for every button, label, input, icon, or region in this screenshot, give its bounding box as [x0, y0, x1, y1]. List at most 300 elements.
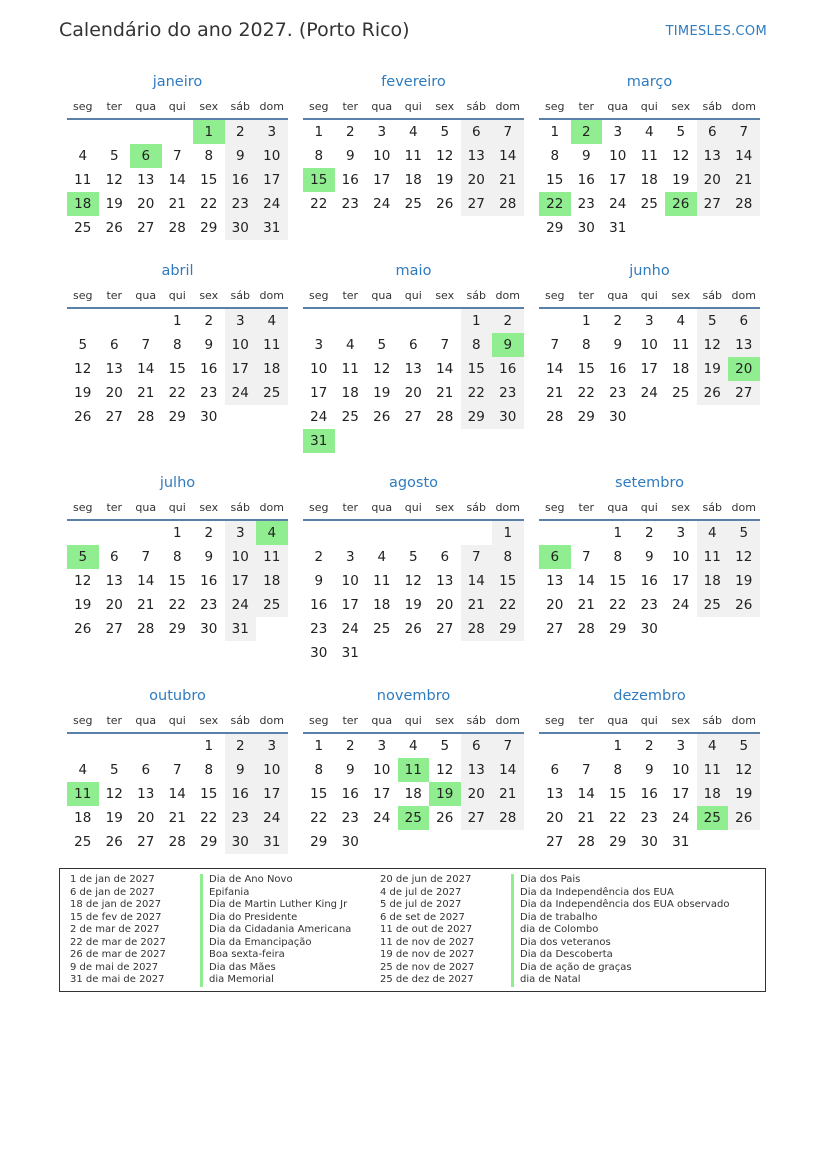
weekday-label: qua: [607, 501, 629, 514]
day-cell: 22: [577, 385, 595, 401]
legend-date: 9 de mai de 2027: [70, 961, 159, 973]
day-cell: 12: [105, 172, 123, 188]
day-cell: 7: [728, 120, 760, 144]
day-cell: 10: [672, 549, 690, 565]
day-cell: 19: [728, 569, 760, 593]
day-cell: 12: [697, 333, 729, 357]
weekday-label: dom: [259, 289, 284, 302]
day-cell: 22: [168, 385, 186, 401]
day-grid: [539, 521, 760, 641]
day-cell: 9: [204, 337, 214, 353]
weekday-label: seg: [73, 100, 93, 113]
brand-link[interactable]: TIMESLES.COM: [665, 24, 767, 39]
day-cell: 21: [436, 385, 454, 401]
weekday-label: qui: [168, 501, 186, 514]
legend-date: 11 de nov de 2027: [380, 936, 475, 948]
weekday-label: seg: [309, 289, 329, 302]
weekday-label: qua: [135, 714, 157, 727]
empty-cell: [398, 521, 430, 545]
day-cell: 13: [105, 573, 123, 589]
day-cell: 8: [172, 337, 182, 353]
weekday-label: ter: [342, 289, 359, 302]
weekday-label: qui: [404, 501, 422, 514]
day-cell: 17: [256, 168, 288, 192]
weekday-label: sáb: [702, 100, 722, 113]
legend-date: 25 de nov de 2027: [380, 961, 475, 973]
weekday-label: qua: [371, 100, 393, 113]
day-cell: 4: [697, 734, 729, 758]
day-cell: 9: [613, 337, 623, 353]
day-cell: 3: [613, 124, 623, 140]
day-cell: 7: [492, 120, 524, 144]
day-cell: 30: [225, 216, 257, 240]
day-cell: 14: [577, 786, 595, 802]
day-cell: 29: [310, 834, 328, 850]
legend-holiday-name: Dia da Independência dos EUA observado: [511, 899, 729, 912]
day-cell: 5: [377, 337, 387, 353]
day-cell: 11: [256, 333, 288, 357]
day-cell: 21: [728, 168, 760, 192]
month-name: maio: [395, 263, 432, 279]
day-cell: 7: [141, 337, 151, 353]
month-janeiro: [67, 70, 288, 240]
day-cell: 22: [461, 381, 493, 405]
day-cell: 1: [314, 738, 324, 754]
day-cell: 29: [168, 409, 186, 425]
weekday-label: ter: [106, 100, 123, 113]
day-cell: 10: [373, 148, 391, 164]
day-cell: 2: [613, 313, 623, 329]
day-cell: 31: [225, 617, 257, 641]
day-cell: 17: [373, 172, 391, 188]
day-cell: 24: [341, 621, 359, 637]
day-cell: 23: [225, 806, 257, 830]
day-cell: 18: [697, 569, 729, 593]
legend-date: 4 de jul de 2027: [380, 886, 462, 898]
day-cell: 4: [256, 309, 288, 333]
day-cell: 6: [697, 120, 729, 144]
day-cell: 1: [492, 521, 524, 545]
weekday-label: sex: [435, 501, 455, 514]
day-grid: [67, 734, 288, 854]
day-cell: 4: [408, 124, 418, 140]
day-cell: 12: [672, 148, 690, 164]
day-cell: 12: [728, 545, 760, 569]
day-cell: 27: [137, 220, 155, 236]
weekday-label: sáb: [466, 501, 486, 514]
day-cell: 3: [676, 738, 686, 754]
day-cell: 4: [377, 549, 387, 565]
legend-date: 20 de jun de 2027: [380, 874, 472, 885]
holiday-legend: [59, 868, 766, 992]
day-cell: 29: [200, 834, 218, 850]
day-cell: 22: [609, 597, 627, 613]
day-cell: 27: [105, 621, 123, 637]
day-cell: 20: [137, 196, 155, 212]
holiday-day-cell: 5: [67, 545, 99, 569]
holiday-day-cell: 1: [193, 120, 225, 144]
weekday-header: [303, 495, 524, 521]
day-cell: 18: [341, 385, 359, 401]
day-cell: 1: [461, 309, 493, 333]
day-cell: 19: [105, 196, 123, 212]
day-cell: 25: [256, 381, 288, 405]
legend-dates-col-1: [70, 874, 166, 987]
day-cell: 24: [256, 806, 288, 830]
day-cell: 30: [577, 220, 595, 236]
empty-cell: [303, 521, 335, 545]
legend-holiday-name: Dia de trabalho: [511, 912, 729, 925]
day-cell: 23: [225, 192, 257, 216]
day-cell: 13: [728, 333, 760, 357]
day-cell: 18: [256, 357, 288, 381]
day-cell: 27: [697, 192, 729, 216]
day-cell: 3: [345, 549, 355, 565]
day-cell: 25: [74, 834, 92, 850]
day-cell: 16: [640, 786, 658, 802]
day-cell: 20: [461, 782, 493, 806]
day-cell: 3: [314, 337, 324, 353]
holiday-day-cell: 20: [728, 357, 760, 381]
weekday-label: seg: [545, 714, 565, 727]
day-cell: 24: [310, 409, 328, 425]
day-cell: 7: [440, 337, 450, 353]
day-cell: 19: [404, 597, 422, 613]
day-cell: 23: [200, 597, 218, 613]
day-cell: 16: [577, 172, 595, 188]
weekday-label: qui: [640, 501, 658, 514]
day-cell: 12: [728, 758, 760, 782]
weekday-label: sex: [199, 100, 219, 113]
legend-date: 5 de jul de 2027: [380, 899, 462, 910]
weekday-header: [303, 283, 524, 309]
weekday-label: qua: [371, 289, 393, 302]
day-cell: 23: [200, 385, 218, 401]
day-cell: 10: [640, 337, 658, 353]
weekday-label: seg: [309, 714, 329, 727]
weekday-label: sáb: [466, 289, 486, 302]
day-grid: [303, 309, 524, 453]
day-cell: 30: [640, 834, 658, 850]
weekday-label: sex: [671, 100, 691, 113]
weekday-label: dom: [731, 289, 756, 302]
weekday-label: seg: [73, 289, 93, 302]
day-cell: 21: [461, 593, 493, 617]
day-cell: 19: [373, 385, 391, 401]
day-cell: 24: [609, 196, 627, 212]
day-cell: 15: [609, 786, 627, 802]
day-cell: 27: [436, 621, 454, 637]
weekday-label: sex: [671, 501, 691, 514]
day-cell: 14: [137, 361, 155, 377]
day-cell: 15: [168, 573, 186, 589]
empty-cell: [303, 309, 335, 333]
day-cell: 14: [492, 144, 524, 168]
weekday-label: dom: [495, 289, 520, 302]
day-cell: 16: [310, 597, 328, 613]
month-dezembro: [539, 684, 760, 854]
day-grid: [539, 120, 760, 240]
day-cell: 29: [461, 405, 493, 429]
day-cell: 6: [550, 762, 560, 778]
day-cell: 11: [341, 361, 359, 377]
day-cell: 28: [168, 220, 186, 236]
day-cell: 2: [314, 549, 324, 565]
weekday-label: sáb: [230, 289, 250, 302]
legend-date: 19 de nov de 2027: [380, 949, 475, 960]
day-cell: 23: [341, 810, 359, 826]
month-name: agosto: [388, 475, 439, 491]
day-cell: 31: [341, 645, 359, 661]
weekday-label: sáb: [230, 100, 250, 113]
legend-holiday-name: Dia das Mães: [200, 962, 351, 975]
day-grid: [303, 521, 524, 665]
day-cell: 31: [256, 830, 288, 854]
day-cell: 25: [256, 593, 288, 617]
day-cell: 21: [168, 810, 186, 826]
day-cell: 26: [436, 196, 454, 212]
month-name: janeiro: [152, 74, 203, 90]
day-cell: 17: [341, 597, 359, 613]
weekday-header: [67, 495, 288, 521]
month-março: [539, 70, 760, 240]
day-cell: 1: [172, 525, 182, 541]
empty-cell: [130, 734, 162, 758]
day-cell: 8: [204, 148, 214, 164]
holiday-day-cell: 15: [303, 168, 335, 192]
month-name: fevereiro: [381, 74, 446, 90]
empty-cell: [461, 521, 493, 545]
weekday-label: ter: [106, 501, 123, 514]
weekday-label: sáb: [702, 289, 722, 302]
day-cell: 4: [676, 313, 686, 329]
day-cell: 22: [200, 810, 218, 826]
day-cell: 29: [200, 220, 218, 236]
legend-dates-col-2: [380, 874, 474, 987]
weekday-header: [539, 94, 760, 120]
day-cell: 2: [204, 525, 214, 541]
day-cell: 9: [644, 762, 654, 778]
day-cell: 16: [341, 786, 359, 802]
day-cell: 18: [404, 172, 422, 188]
day-cell: 4: [644, 124, 654, 140]
day-cell: 18: [640, 172, 658, 188]
day-cell: 16: [200, 573, 218, 589]
day-cell: 25: [404, 196, 422, 212]
day-cell: 24: [225, 381, 257, 405]
empty-cell: [67, 521, 99, 545]
day-cell: 6: [141, 762, 151, 778]
day-cell: 7: [581, 549, 591, 565]
day-cell: 6: [109, 337, 119, 353]
day-cell: 16: [640, 573, 658, 589]
day-cell: 19: [697, 357, 729, 381]
month-outubro: [67, 684, 288, 854]
empty-cell: [429, 521, 461, 545]
day-cell: 15: [546, 172, 564, 188]
weekday-label: dom: [731, 714, 756, 727]
day-cell: 21: [168, 196, 186, 212]
day-cell: 1: [204, 738, 214, 754]
day-cell: 23: [341, 196, 359, 212]
day-cell: 11: [256, 545, 288, 569]
day-cell: 2: [644, 738, 654, 754]
legend-date: 22 de mar de 2027: [70, 936, 166, 948]
day-cell: 26: [697, 381, 729, 405]
day-cell: 13: [137, 786, 155, 802]
day-cell: 24: [373, 196, 391, 212]
day-cell: 24: [640, 385, 658, 401]
weekday-label: sáb: [702, 501, 722, 514]
weekday-label: sex: [435, 100, 455, 113]
day-cell: 29: [492, 617, 524, 641]
legend-date: 1 de jan de 2027: [70, 874, 155, 885]
weekday-label: ter: [578, 100, 595, 113]
day-cell: 28: [728, 192, 760, 216]
day-cell: 19: [105, 810, 123, 826]
day-cell: 14: [728, 144, 760, 168]
day-cell: 26: [404, 621, 422, 637]
weekday-label: dom: [495, 714, 520, 727]
day-cell: 28: [577, 621, 595, 637]
day-cell: 21: [492, 782, 524, 806]
day-cell: 14: [168, 172, 186, 188]
legend-holiday-name: Dia da Emancipação: [200, 937, 351, 950]
day-cell: 17: [672, 786, 690, 802]
day-cell: 11: [74, 172, 92, 188]
day-cell: 3: [225, 521, 257, 545]
day-cell: 16: [225, 168, 257, 192]
month-fevereiro: [303, 70, 524, 216]
day-cell: 6: [408, 337, 418, 353]
day-cell: 28: [137, 409, 155, 425]
day-cell: 14: [492, 758, 524, 782]
day-cell: 20: [546, 810, 564, 826]
day-cell: 9: [204, 549, 214, 565]
legend-holiday-name: Dia de Ano Novo: [200, 874, 351, 887]
day-cell: 28: [436, 409, 454, 425]
day-cell: 15: [310, 786, 328, 802]
legend-date: 15 de fev de 2027: [70, 911, 162, 923]
weekday-label: dom: [731, 501, 756, 514]
day-cell: 12: [436, 148, 454, 164]
day-cell: 26: [436, 810, 454, 826]
holiday-day-cell: 31: [303, 429, 335, 453]
legend-holiday-name: dia Memorial: [200, 974, 351, 987]
weekday-label: dom: [259, 501, 284, 514]
day-cell: 28: [492, 192, 524, 216]
day-cell: 22: [310, 810, 328, 826]
day-cell: 2: [225, 734, 257, 758]
legend-names-col-2: [511, 874, 729, 987]
day-cell: 31: [672, 834, 690, 850]
legend-date: 6 de jan de 2027: [70, 886, 155, 898]
holiday-day-cell: 9: [492, 333, 524, 357]
day-grid: [67, 120, 288, 240]
empty-cell: [67, 734, 99, 758]
day-cell: 13: [105, 361, 123, 377]
weekday-label: qui: [168, 289, 186, 302]
day-cell: 9: [345, 148, 355, 164]
weekday-label: qua: [135, 100, 157, 113]
day-cell: 22: [168, 597, 186, 613]
weekday-label: ter: [106, 289, 123, 302]
weekday-header: [539, 708, 760, 734]
day-cell: 27: [546, 834, 564, 850]
day-cell: 21: [546, 385, 564, 401]
day-cell: 25: [697, 593, 729, 617]
day-cell: 27: [137, 834, 155, 850]
day-cell: 20: [404, 385, 422, 401]
holiday-day-cell: 22: [539, 192, 571, 216]
legend-date: 31 de mai de 2027: [70, 974, 165, 985]
day-cell: 30: [200, 409, 218, 425]
day-cell: 23: [492, 381, 524, 405]
day-cell: 21: [577, 597, 595, 613]
month-novembro: [303, 684, 524, 854]
day-cell: 15: [577, 361, 595, 377]
day-cell: 19: [74, 385, 92, 401]
day-cell: 5: [109, 148, 119, 164]
day-cell: 12: [436, 762, 454, 778]
day-cell: 11: [697, 758, 729, 782]
month-name: setembro: [615, 475, 684, 491]
weekday-label: dom: [259, 100, 284, 113]
empty-cell: [539, 521, 571, 545]
day-cell: 5: [408, 549, 418, 565]
day-cell: 13: [546, 573, 564, 589]
weekday-label: dom: [731, 100, 756, 113]
holiday-day-cell: 11: [67, 782, 99, 806]
day-cell: 29: [546, 220, 564, 236]
empty-cell: [429, 309, 461, 333]
weekday-label: qui: [640, 289, 658, 302]
day-cell: 22: [609, 810, 627, 826]
day-cell: 7: [461, 545, 493, 569]
day-cell: 26: [105, 220, 123, 236]
weekday-header: [67, 708, 288, 734]
weekday-label: sex: [199, 714, 219, 727]
day-cell: 19: [74, 597, 92, 613]
day-cell: 27: [105, 409, 123, 425]
day-cell: 19: [728, 782, 760, 806]
day-cell: 5: [697, 309, 729, 333]
day-cell: 3: [225, 309, 257, 333]
day-cell: 20: [697, 168, 729, 192]
day-cell: 3: [377, 124, 387, 140]
day-cell: 21: [492, 168, 524, 192]
day-cell: 5: [440, 738, 450, 754]
empty-cell: [366, 521, 398, 545]
day-cell: 28: [492, 806, 524, 830]
day-grid: [67, 521, 288, 641]
day-cell: 1: [314, 124, 324, 140]
legend-holiday-name: Epifania: [200, 887, 351, 900]
weekday-label: sáb: [702, 714, 722, 727]
weekday-label: ter: [106, 714, 123, 727]
day-cell: 26: [728, 806, 760, 830]
day-cell: 16: [492, 357, 524, 381]
weekday-label: qua: [135, 501, 157, 514]
day-cell: 4: [345, 337, 355, 353]
weekday-label: qua: [135, 289, 157, 302]
day-cell: 1: [613, 738, 623, 754]
day-cell: 26: [74, 621, 92, 637]
month-agosto: [303, 471, 524, 665]
weekday-label: qui: [404, 714, 422, 727]
day-cell: 18: [404, 786, 422, 802]
day-cell: 24: [672, 597, 690, 613]
